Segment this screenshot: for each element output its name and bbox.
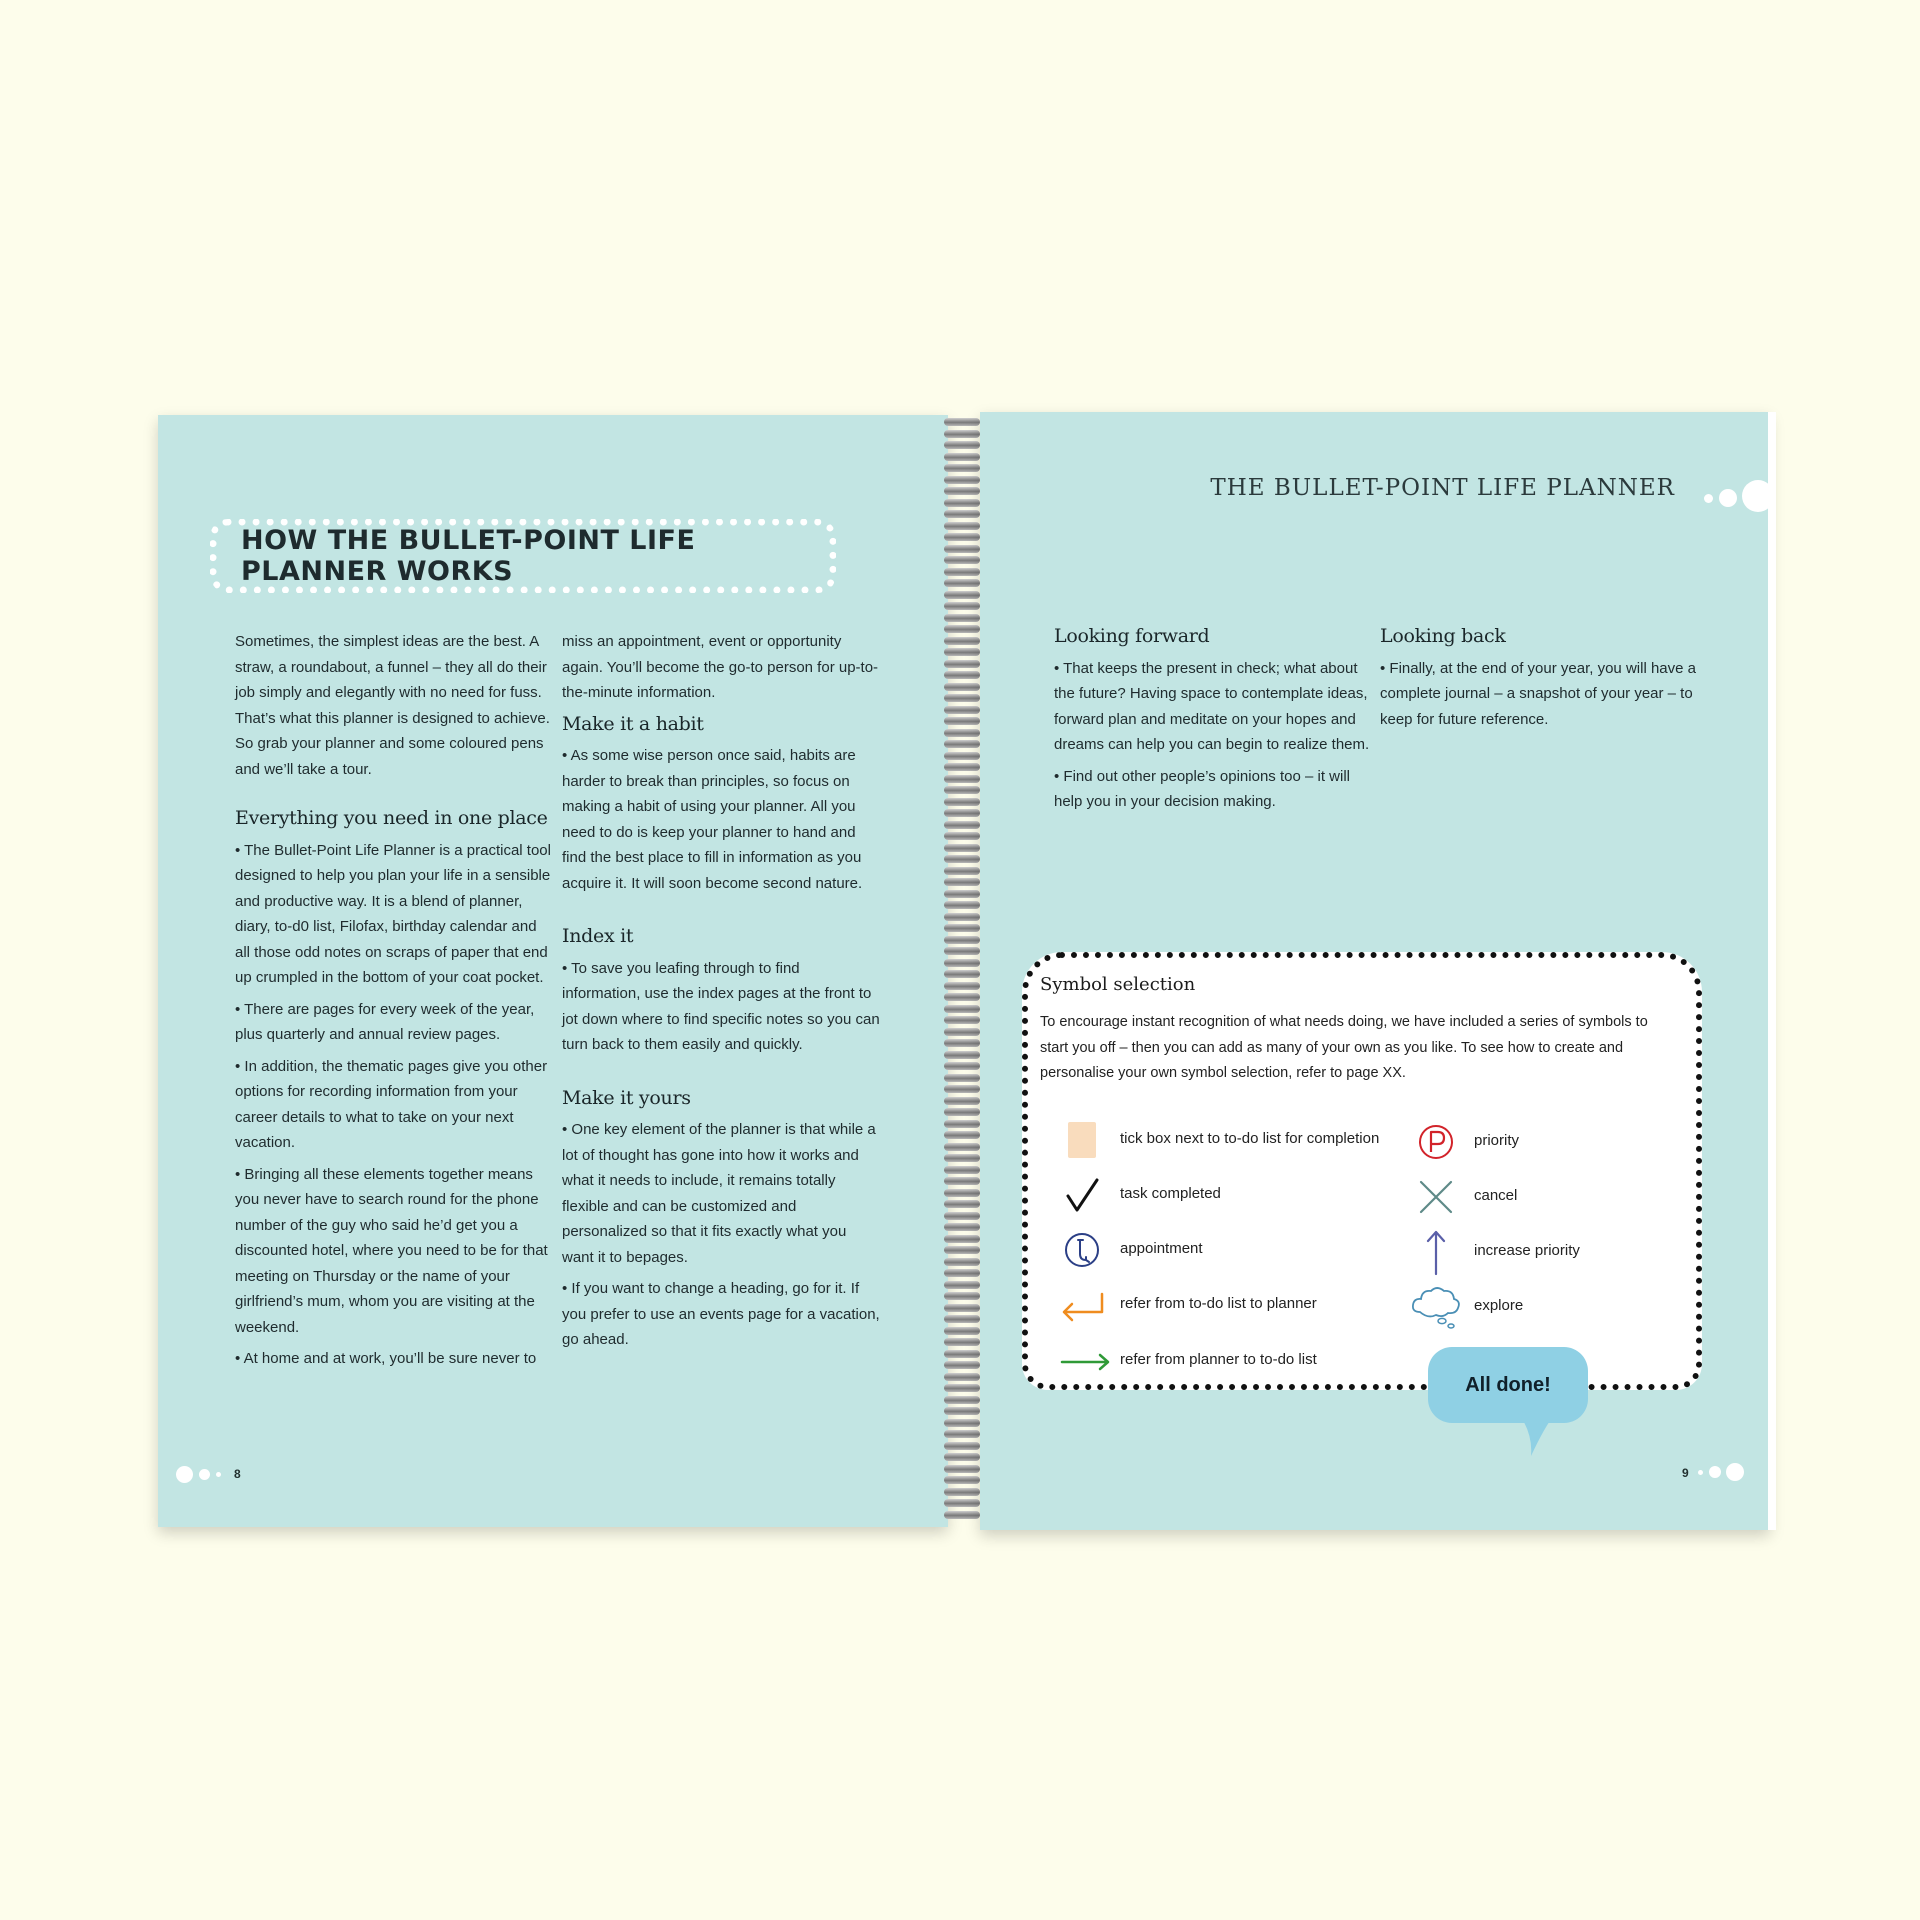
header-dot-small — [1704, 494, 1713, 503]
spiral-coil — [944, 1281, 980, 1289]
spiral-coil — [944, 1120, 980, 1128]
spiral-coil — [944, 1338, 980, 1346]
spiral-coil — [944, 487, 980, 495]
spiral-coil — [944, 1327, 980, 1335]
spiral-coil — [944, 786, 980, 794]
label-cancel: cancel — [1474, 1187, 1518, 1204]
all-done-bubble: All done! — [1428, 1347, 1588, 1423]
forward-bullet-1: • That keeps the present in check; what about the future? Having space to contemplate ideas, forward plan and meditate on your hopes and dreams can help you can begin to realize them. — [1054, 659, 1370, 753]
spiral-coil — [944, 1212, 980, 1220]
spiral-coil — [944, 1177, 980, 1185]
footer-dot-medium — [1709, 1466, 1721, 1478]
spiral-coil — [944, 625, 980, 633]
forward-bullet-2: • Find out other people’s opinions too – it will help you in your decision making. — [1054, 767, 1350, 810]
spiral-coil — [944, 1453, 980, 1461]
appointment-icon — [1062, 1230, 1102, 1270]
symbol-selection-box — [1022, 952, 1702, 1390]
left-column-1 — [235, 629, 553, 1378]
cloud-icon — [1408, 1282, 1464, 1330]
forward-column — [1054, 624, 1372, 821]
index-text: • To save you leafing through to find information, use the index pages at the front to jot down where to find specific notes so you can turn back to them easily and quickly. — [562, 959, 880, 1053]
up-arrow-icon — [1416, 1228, 1456, 1276]
spiral-coil — [944, 660, 980, 668]
running-head: THE BULLET-POINT LIFE PLANNER — [1210, 475, 1675, 501]
label-refer-planner-todo: refer from planner to to-do list — [1120, 1351, 1317, 1368]
spiral-coil — [944, 476, 980, 484]
heading-looking-forward: Looking forward — [1054, 625, 1210, 647]
checkmark-icon — [1062, 1176, 1102, 1216]
spiral-coil — [944, 1246, 980, 1254]
label-increase-priority: increase priority — [1474, 1242, 1580, 1259]
bullet-1: • The Bullet-Point Life Planner is a practical tool designed to help you plan your life in a sensible and productive way. It is a blend of planner, diary, to-d0 list, Filofax, birthday calendar and all those odd notes on scraps of paper that end up crumpled in the bottom of your coat pocket. — [235, 841, 551, 986]
bullet-2: • There are pages for every week of the year, plus quarterly and annual review pages. — [235, 1000, 535, 1043]
footer-dot-small — [1698, 1470, 1703, 1475]
spiral-coil — [944, 947, 980, 955]
spiral-coil — [944, 982, 980, 990]
spiral-coil — [944, 545, 980, 553]
spiral-coil — [944, 430, 980, 438]
spiral-coil — [944, 568, 980, 576]
title-box — [210, 519, 836, 593]
spiral-coil — [944, 1442, 980, 1450]
spiral-coil — [944, 763, 980, 771]
spiral-coil — [944, 1269, 980, 1277]
spiral-coil — [944, 453, 980, 461]
spiral-coil — [944, 1005, 980, 1013]
spiral-coil — [944, 717, 980, 725]
spiral-coil — [944, 993, 980, 1001]
spiral-coil — [944, 637, 980, 645]
spiral-coil — [944, 1465, 980, 1473]
label-tick-box: tick box next to to-do list for completion — [1120, 1130, 1380, 1147]
spiral-coil — [944, 936, 980, 944]
spiral-coil — [944, 441, 980, 449]
header-dot-large — [1742, 480, 1774, 512]
spiral-coil — [944, 1396, 980, 1404]
cancel-x-icon — [1416, 1177, 1456, 1217]
bullet-3: • In addition, the thematic pages give you other options for recording information from your career details to what to take on your next vacation. — [235, 1057, 548, 1151]
spiral-coil — [944, 809, 980, 817]
spiral-coil — [944, 1361, 980, 1369]
spiral-coil — [944, 1292, 980, 1300]
label-refer-todo-planner: refer from to-do list to planner — [1120, 1295, 1317, 1312]
habit-text: • As some wise person once said, habits are harder to break than principles, so focus on making a habit of using your planner. All you need to do is keep your planner to hand and find the best place to fill in information as you acquire it. It will soon become second nature. — [562, 747, 863, 892]
spiral-coil — [944, 1384, 980, 1392]
heading-everything: Everything you need in one place — [235, 807, 548, 829]
page-title: HOW THE BULLET-POINT LIFE PLANNER WORKS — [241, 525, 696, 587]
header-dot-medium — [1719, 489, 1737, 507]
spiral-coil — [944, 1430, 980, 1438]
spiral-coil — [944, 694, 980, 702]
spiral-coil — [944, 1154, 980, 1162]
yours-text-1: • One key element of the planner is that while a lot of thought has gone into how it works and what it needs to include, it remains totally flexible and can be customized and personalized so that it fits exactly what you want it to bepages. — [562, 1121, 876, 1266]
spiral-coil — [944, 924, 980, 932]
spiral-coil — [944, 614, 980, 622]
back-bullet-1: • Finally, at the end of your year, you will have a complete journal – a snapshot of your year – to keep for future reference. — [1380, 659, 1696, 728]
spiral-coil — [944, 1039, 980, 1047]
decor-dot-small — [216, 1472, 221, 1477]
spiral-coil — [944, 1304, 980, 1312]
spiral-coil — [944, 683, 980, 691]
spiral-coil — [944, 867, 980, 875]
bullet-4: • Bringing all these elements together means you never have to search round for the phone number of the guy who said he’d get you a discounted hotel, where you need to be for that meeting on Thursday or the name of your girlfriend’s mum, whom you are visiting at the weekend. — [235, 1165, 548, 1336]
heading-index: Index it — [562, 925, 634, 947]
page-number-right: 9 — [1682, 1466, 1689, 1480]
heading-looking-back: Looking back — [1380, 625, 1506, 647]
spiral-coil — [944, 1407, 980, 1415]
spiral-coil — [944, 499, 980, 507]
spiral-coil — [944, 1350, 980, 1358]
spiral-coil — [944, 1051, 980, 1059]
spiral-coil — [944, 510, 980, 518]
return-arrow-icon — [1058, 1286, 1108, 1326]
label-task-completed: task completed — [1120, 1185, 1221, 1202]
spiral-coil — [944, 775, 980, 783]
footer-dot-large — [1726, 1463, 1744, 1481]
spiral-coil — [944, 1143, 980, 1151]
priority-p-icon — [1416, 1122, 1456, 1162]
spiral-coil — [944, 1499, 980, 1507]
label-appointment: appointment — [1120, 1240, 1203, 1257]
symbol-heading: Symbol selection — [1040, 974, 1196, 995]
continued-text: miss an appointment, event or opportunity again. You’ll become the go-to person for up-to-the-minute information. — [562, 633, 879, 701]
spiral-coil — [944, 1258, 980, 1266]
spiral-coil — [944, 844, 980, 852]
spiral-coil — [944, 1097, 980, 1105]
spiral-coil — [944, 901, 980, 909]
spiral-coil — [944, 1016, 980, 1024]
heading-habit: Make it a habit — [562, 712, 704, 735]
spiral-coil — [944, 1235, 980, 1243]
spiral-coil — [944, 1062, 980, 1070]
spiral-coil — [944, 464, 980, 472]
spiral-coil — [944, 602, 980, 610]
spiral-coil — [944, 522, 980, 530]
spiral-coil — [944, 1166, 980, 1174]
spiral-coil — [944, 579, 980, 587]
page-number-left: 8 — [234, 1467, 241, 1481]
spiral-coil — [944, 533, 980, 541]
spiral-coil — [944, 591, 980, 599]
right-arrow-icon — [1058, 1342, 1112, 1382]
heading-yours: Make it yours — [562, 1086, 691, 1109]
spiral-coil — [944, 556, 980, 564]
spiral-coil — [944, 706, 980, 714]
spiral-coil — [944, 832, 980, 840]
spiral-coil — [944, 890, 980, 898]
yours-text-2: • If you want to change a heading, go for it. If you prefer to use an events page for a vacation, go ahead. — [562, 1280, 880, 1348]
left-column-2 — [562, 629, 880, 1359]
spiral-coil — [944, 1074, 980, 1082]
symbol-intro: To encourage instant recognition of what needs doing, we have included a series of symbols to start you off – then you can add as many of your own as you like. To see how to create and personalise your own symbol selection, refer to page XX. — [1040, 1014, 1648, 1081]
spiral-coil — [944, 913, 980, 921]
back-column — [1380, 624, 1698, 738]
label-priority: priority — [1474, 1132, 1520, 1149]
spiral-coil — [944, 878, 980, 886]
spiral-coil — [944, 855, 980, 863]
spiral-binding — [944, 414, 980, 1524]
spiral-coil — [944, 1085, 980, 1093]
spiral-coil — [944, 648, 980, 656]
spiral-coil — [944, 1511, 980, 1519]
spiral-coil — [944, 959, 980, 967]
spiral-coil — [944, 821, 980, 829]
spiral-coil — [944, 1131, 980, 1139]
left-page — [158, 415, 948, 1527]
spiral-coil — [944, 1315, 980, 1323]
spiral-coil — [944, 671, 980, 679]
spiral-coil — [944, 752, 980, 760]
bubble-tail — [1515, 1414, 1559, 1456]
bullet-5: • At home and at work, you’ll be sure never to — [235, 1350, 537, 1367]
intro-text: Sometimes, the simplest ideas are the best. A straw, a roundabout, a funnel – they all do their job simply and elegantly with no need for fuss. That’s what this planner is designed to achieve. So grab your planner and some coloured pens and we’ll take a tour. — [235, 633, 550, 778]
spiral-coil — [944, 1189, 980, 1197]
spiral-coil — [944, 740, 980, 748]
spiral-coil — [944, 1476, 980, 1484]
spiral-coil — [944, 1108, 980, 1116]
spiral-coil — [944, 1373, 980, 1381]
label-explore: explore — [1474, 1297, 1524, 1314]
spiral-coil — [944, 1419, 980, 1427]
spiral-coil — [944, 729, 980, 737]
spiral-coil — [944, 798, 980, 806]
tick-box-icon — [1062, 1120, 1102, 1160]
decor-dot-medium — [199, 1469, 210, 1480]
spiral-coil — [944, 1028, 980, 1036]
decor-dot-large — [176, 1466, 193, 1483]
spiral-coil — [944, 1488, 980, 1496]
spiral-coil — [944, 1200, 980, 1208]
right-page — [980, 412, 1770, 1530]
page-edge — [1768, 412, 1776, 1530]
spiral-coil — [944, 1223, 980, 1231]
spiral-coil — [944, 970, 980, 978]
spiral-coil — [944, 418, 980, 426]
